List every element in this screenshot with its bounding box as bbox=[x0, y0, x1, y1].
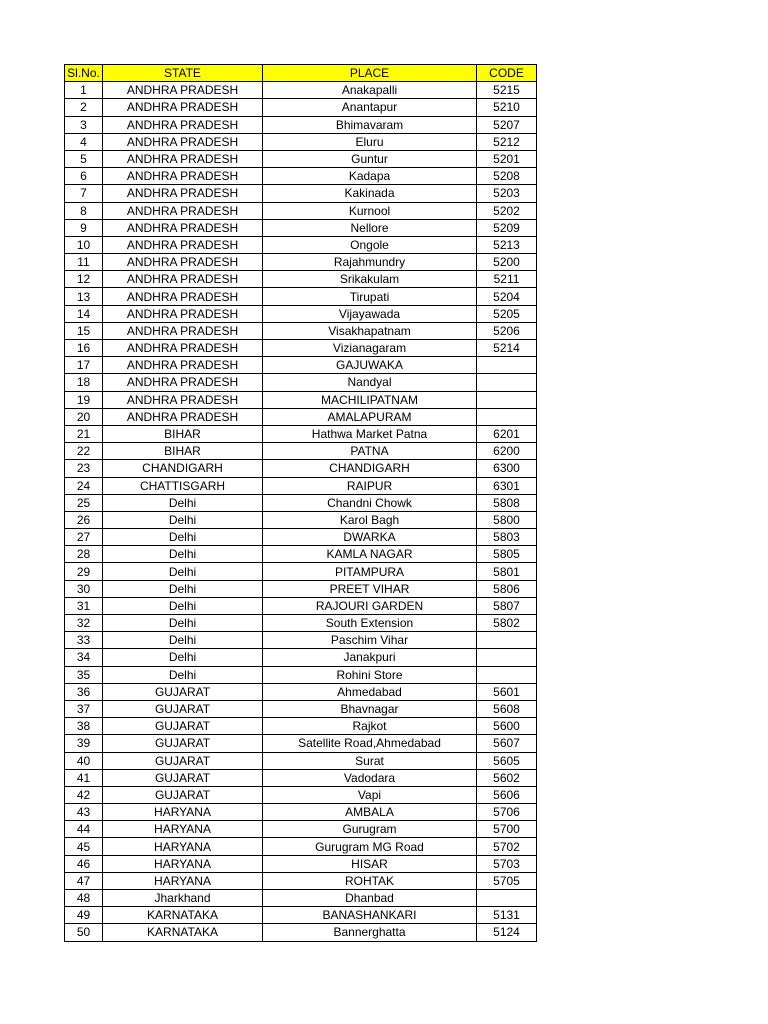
place-cell: HISAR bbox=[263, 855, 477, 872]
state-cell: ANDHRA PRADESH bbox=[103, 185, 263, 202]
sl-no-cell: 3 bbox=[65, 116, 103, 133]
state-cell: ANDHRA PRADESH bbox=[103, 305, 263, 322]
place-cell: Bhavnagar bbox=[263, 700, 477, 717]
table-row bbox=[65, 305, 537, 322]
sl-no-cell: 47 bbox=[65, 872, 103, 889]
state-cell: ANDHRA PRADESH bbox=[103, 219, 263, 236]
state-cell: Jharkhand bbox=[103, 890, 263, 907]
table-row bbox=[65, 443, 537, 460]
place-cell: Vijayawada bbox=[263, 305, 477, 322]
code-cell: 5606 bbox=[477, 786, 537, 803]
code-cell: 5206 bbox=[477, 322, 537, 339]
code-cell: 5805 bbox=[477, 546, 537, 563]
table-row bbox=[65, 563, 537, 580]
place-cell: PREET VIHAR bbox=[263, 580, 477, 597]
sl-no-cell: 41 bbox=[65, 769, 103, 786]
place-cell: Gurugram bbox=[263, 821, 477, 838]
state-cell: GUJARAT bbox=[103, 735, 263, 752]
sl-no-cell: 22 bbox=[65, 443, 103, 460]
place-cell: BANASHANKARI bbox=[263, 907, 477, 924]
table-row bbox=[65, 460, 537, 477]
code-cell: 5209 bbox=[477, 219, 537, 236]
place-cell: AMALAPURAM bbox=[263, 408, 477, 425]
code-cell bbox=[477, 408, 537, 425]
table-row bbox=[65, 683, 537, 700]
sl-no-cell: 46 bbox=[65, 855, 103, 872]
table-row bbox=[65, 425, 537, 442]
header-state: STATE bbox=[103, 65, 263, 82]
table-row bbox=[65, 116, 537, 133]
table-row bbox=[65, 82, 537, 99]
code-cell bbox=[477, 666, 537, 683]
code-cell: 5131 bbox=[477, 907, 537, 924]
table-row bbox=[65, 99, 537, 116]
table-row bbox=[65, 718, 537, 735]
header-code: CODE bbox=[477, 65, 537, 82]
state-cell: CHANDIGARH bbox=[103, 460, 263, 477]
state-cell: ANDHRA PRADESH bbox=[103, 357, 263, 374]
code-cell: 5607 bbox=[477, 735, 537, 752]
table-row bbox=[65, 391, 537, 408]
table-row bbox=[65, 271, 537, 288]
sl-no-cell: 5 bbox=[65, 150, 103, 167]
sl-no-cell: 28 bbox=[65, 546, 103, 563]
place-cell: Vadodara bbox=[263, 769, 477, 786]
table-row bbox=[65, 872, 537, 889]
place-cell: RAIPUR bbox=[263, 477, 477, 494]
place-cell: Anantapur bbox=[263, 99, 477, 116]
state-cell: GUJARAT bbox=[103, 683, 263, 700]
table-row bbox=[65, 185, 537, 202]
sl-no-cell: 48 bbox=[65, 890, 103, 907]
place-cell: Bhimavaram bbox=[263, 116, 477, 133]
code-cell: 5207 bbox=[477, 116, 537, 133]
code-cell bbox=[477, 391, 537, 408]
state-cell: Delhi bbox=[103, 632, 263, 649]
code-cell: 5702 bbox=[477, 838, 537, 855]
sl-no-cell: 39 bbox=[65, 735, 103, 752]
code-cell: 5700 bbox=[477, 821, 537, 838]
code-cell: 5210 bbox=[477, 99, 537, 116]
table-row bbox=[65, 786, 537, 803]
header-place: PLACE bbox=[263, 65, 477, 82]
code-cell: 5204 bbox=[477, 288, 537, 305]
code-cell: 5706 bbox=[477, 804, 537, 821]
sl-no-cell: 42 bbox=[65, 786, 103, 803]
state-cell: Delhi bbox=[103, 563, 263, 580]
place-cell: PITAMPURA bbox=[263, 563, 477, 580]
sl-no-cell: 15 bbox=[65, 322, 103, 339]
state-cell: GUJARAT bbox=[103, 752, 263, 769]
sl-no-cell: 38 bbox=[65, 718, 103, 735]
state-cell: CHATTISGARH bbox=[103, 477, 263, 494]
store-code-table bbox=[64, 64, 537, 942]
place-cell: Rohini Store bbox=[263, 666, 477, 683]
table-row bbox=[65, 219, 537, 236]
sl-no-cell: 25 bbox=[65, 494, 103, 511]
code-cell: 5800 bbox=[477, 511, 537, 528]
state-cell: ANDHRA PRADESH bbox=[103, 150, 263, 167]
sl-no-cell: 11 bbox=[65, 254, 103, 271]
code-cell: 5213 bbox=[477, 236, 537, 253]
code-cell bbox=[477, 374, 537, 391]
table-row bbox=[65, 804, 537, 821]
place-cell: Guntur bbox=[263, 150, 477, 167]
code-cell: 5803 bbox=[477, 529, 537, 546]
sl-no-cell: 40 bbox=[65, 752, 103, 769]
code-cell: 5600 bbox=[477, 718, 537, 735]
place-cell: Satellite Road,Ahmedabad bbox=[263, 735, 477, 752]
table-row bbox=[65, 838, 537, 855]
code-cell: 5801 bbox=[477, 563, 537, 580]
place-cell: DWARKA bbox=[263, 529, 477, 546]
place-cell: Kurnool bbox=[263, 202, 477, 219]
code-cell: 5215 bbox=[477, 82, 537, 99]
state-cell: ANDHRA PRADESH bbox=[103, 391, 263, 408]
code-cell: 5602 bbox=[477, 769, 537, 786]
sl-no-cell: 10 bbox=[65, 236, 103, 253]
sl-no-cell: 50 bbox=[65, 924, 103, 941]
sl-no-cell: 2 bbox=[65, 99, 103, 116]
code-cell: 5807 bbox=[477, 597, 537, 614]
state-cell: ANDHRA PRADESH bbox=[103, 116, 263, 133]
place-cell: Karol Bagh bbox=[263, 511, 477, 528]
place-cell: Tirupati bbox=[263, 288, 477, 305]
sl-no-cell: 43 bbox=[65, 804, 103, 821]
state-cell: Delhi bbox=[103, 529, 263, 546]
sl-no-cell: 33 bbox=[65, 632, 103, 649]
state-cell: Delhi bbox=[103, 649, 263, 666]
code-cell bbox=[477, 632, 537, 649]
table-row bbox=[65, 615, 537, 632]
place-cell: Kakinada bbox=[263, 185, 477, 202]
code-cell: 5605 bbox=[477, 752, 537, 769]
header-sl-no: Sl.No. bbox=[65, 65, 103, 82]
state-cell: ANDHRA PRADESH bbox=[103, 133, 263, 150]
state-cell: HARYANA bbox=[103, 821, 263, 838]
table-row bbox=[65, 769, 537, 786]
table-row bbox=[65, 855, 537, 872]
place-cell: South Extension bbox=[263, 615, 477, 632]
code-cell bbox=[477, 357, 537, 374]
table-row bbox=[65, 821, 537, 838]
place-cell: Chandni Chowk bbox=[263, 494, 477, 511]
table-row bbox=[65, 597, 537, 614]
state-cell: ANDHRA PRADESH bbox=[103, 288, 263, 305]
table-row bbox=[65, 735, 537, 752]
sl-no-cell: 12 bbox=[65, 271, 103, 288]
place-cell: AMBALA bbox=[263, 804, 477, 821]
sl-no-cell: 45 bbox=[65, 838, 103, 855]
code-cell: 6200 bbox=[477, 443, 537, 460]
place-cell: PATNA bbox=[263, 443, 477, 460]
table-row bbox=[65, 632, 537, 649]
code-cell: 5212 bbox=[477, 133, 537, 150]
sl-no-cell: 19 bbox=[65, 391, 103, 408]
place-cell: Rajkot bbox=[263, 718, 477, 735]
sl-no-cell: 32 bbox=[65, 615, 103, 632]
place-cell: Paschim Vihar bbox=[263, 632, 477, 649]
place-cell: MACHILIPATNAM bbox=[263, 391, 477, 408]
state-cell: GUJARAT bbox=[103, 786, 263, 803]
code-cell: 5608 bbox=[477, 700, 537, 717]
state-cell: Delhi bbox=[103, 597, 263, 614]
state-cell: BIHAR bbox=[103, 425, 263, 442]
place-cell: Nellore bbox=[263, 219, 477, 236]
sl-no-cell: 4 bbox=[65, 133, 103, 150]
sl-no-cell: 20 bbox=[65, 408, 103, 425]
place-cell: Eluru bbox=[263, 133, 477, 150]
table-row bbox=[65, 580, 537, 597]
state-cell: ANDHRA PRADESH bbox=[103, 99, 263, 116]
place-cell: Hathwa Market Patna bbox=[263, 425, 477, 442]
state-cell: Delhi bbox=[103, 615, 263, 632]
state-cell: ANDHRA PRADESH bbox=[103, 202, 263, 219]
sl-no-cell: 6 bbox=[65, 168, 103, 185]
state-cell: ANDHRA PRADESH bbox=[103, 340, 263, 357]
code-cell: 5201 bbox=[477, 150, 537, 167]
place-cell: Gurugram MG Road bbox=[263, 838, 477, 855]
state-cell: GUJARAT bbox=[103, 769, 263, 786]
table-row bbox=[65, 202, 537, 219]
state-cell: ANDHRA PRADESH bbox=[103, 271, 263, 288]
code-cell: 5802 bbox=[477, 615, 537, 632]
place-cell: Kadapa bbox=[263, 168, 477, 185]
place-cell: Surat bbox=[263, 752, 477, 769]
sl-no-cell: 7 bbox=[65, 185, 103, 202]
code-cell: 5202 bbox=[477, 202, 537, 219]
code-cell bbox=[477, 649, 537, 666]
table-row bbox=[65, 340, 537, 357]
place-cell: GAJUWAKA bbox=[263, 357, 477, 374]
sl-no-cell: 17 bbox=[65, 357, 103, 374]
code-cell: 6301 bbox=[477, 477, 537, 494]
table-row bbox=[65, 133, 537, 150]
place-cell: CHANDIGARH bbox=[263, 460, 477, 477]
sl-no-cell: 34 bbox=[65, 649, 103, 666]
sl-no-cell: 49 bbox=[65, 907, 103, 924]
code-cell: 5705 bbox=[477, 872, 537, 889]
state-cell: Delhi bbox=[103, 666, 263, 683]
place-cell: Rajahmundry bbox=[263, 254, 477, 271]
sl-no-cell: 44 bbox=[65, 821, 103, 838]
code-cell: 5211 bbox=[477, 271, 537, 288]
sl-no-cell: 37 bbox=[65, 700, 103, 717]
state-cell: ANDHRA PRADESH bbox=[103, 322, 263, 339]
table-row bbox=[65, 477, 537, 494]
code-cell: 5601 bbox=[477, 683, 537, 700]
place-cell: Janakpuri bbox=[263, 649, 477, 666]
code-cell: 5208 bbox=[477, 168, 537, 185]
code-cell: 5808 bbox=[477, 494, 537, 511]
table-row bbox=[65, 924, 537, 941]
table-row bbox=[65, 529, 537, 546]
sl-no-cell: 1 bbox=[65, 82, 103, 99]
sl-no-cell: 29 bbox=[65, 563, 103, 580]
state-cell: KARNATAKA bbox=[103, 907, 263, 924]
state-cell: BIHAR bbox=[103, 443, 263, 460]
place-cell: Visakhapatnam bbox=[263, 322, 477, 339]
table-row bbox=[65, 546, 537, 563]
state-cell: HARYANA bbox=[103, 838, 263, 855]
code-cell: 5200 bbox=[477, 254, 537, 271]
place-cell: Nandyal bbox=[263, 374, 477, 391]
place-cell: Dhanbad bbox=[263, 890, 477, 907]
table-row bbox=[65, 168, 537, 185]
state-cell: ANDHRA PRADESH bbox=[103, 374, 263, 391]
code-cell: 5124 bbox=[477, 924, 537, 941]
state-cell: Delhi bbox=[103, 580, 263, 597]
state-cell: Delhi bbox=[103, 511, 263, 528]
code-cell bbox=[477, 890, 537, 907]
code-cell: 5203 bbox=[477, 185, 537, 202]
sl-no-cell: 21 bbox=[65, 425, 103, 442]
code-cell: 5806 bbox=[477, 580, 537, 597]
place-cell: Bannerghatta bbox=[263, 924, 477, 941]
place-cell: Anakapalli bbox=[263, 82, 477, 99]
state-cell: ANDHRA PRADESH bbox=[103, 168, 263, 185]
table-row bbox=[65, 907, 537, 924]
sl-no-cell: 26 bbox=[65, 511, 103, 528]
table-row bbox=[65, 511, 537, 528]
code-cell: 6201 bbox=[477, 425, 537, 442]
table-row bbox=[65, 374, 537, 391]
code-cell: 5703 bbox=[477, 855, 537, 872]
table-row bbox=[65, 700, 537, 717]
code-cell: 5214 bbox=[477, 340, 537, 357]
sl-no-cell: 31 bbox=[65, 597, 103, 614]
sl-no-cell: 9 bbox=[65, 219, 103, 236]
place-cell: ROHTAK bbox=[263, 872, 477, 889]
table-row bbox=[65, 494, 537, 511]
sl-no-cell: 24 bbox=[65, 477, 103, 494]
code-cell: 5205 bbox=[477, 305, 537, 322]
state-cell: ANDHRA PRADESH bbox=[103, 254, 263, 271]
code-cell: 6300 bbox=[477, 460, 537, 477]
state-cell: GUJARAT bbox=[103, 718, 263, 735]
state-cell: GUJARAT bbox=[103, 700, 263, 717]
state-cell: HARYANA bbox=[103, 872, 263, 889]
state-cell: ANDHRA PRADESH bbox=[103, 82, 263, 99]
sl-no-cell: 8 bbox=[65, 202, 103, 219]
state-cell: ANDHRA PRADESH bbox=[103, 408, 263, 425]
sl-no-cell: 35 bbox=[65, 666, 103, 683]
sl-no-cell: 16 bbox=[65, 340, 103, 357]
sl-no-cell: 18 bbox=[65, 374, 103, 391]
table-row bbox=[65, 666, 537, 683]
table-row bbox=[65, 649, 537, 666]
table-row bbox=[65, 288, 537, 305]
state-cell: KARNATAKA bbox=[103, 924, 263, 941]
state-cell: ANDHRA PRADESH bbox=[103, 236, 263, 253]
place-cell: RAJOURI GARDEN bbox=[263, 597, 477, 614]
header-row bbox=[65, 65, 537, 82]
place-cell: Vizianagaram bbox=[263, 340, 477, 357]
table-row bbox=[65, 322, 537, 339]
sl-no-cell: 36 bbox=[65, 683, 103, 700]
table-row bbox=[65, 150, 537, 167]
place-cell: Ahmedabad bbox=[263, 683, 477, 700]
table-row bbox=[65, 357, 537, 374]
sl-no-cell: 14 bbox=[65, 305, 103, 322]
place-cell: KAMLA NAGAR bbox=[263, 546, 477, 563]
state-cell: HARYANA bbox=[103, 804, 263, 821]
sl-no-cell: 27 bbox=[65, 529, 103, 546]
table-row bbox=[65, 752, 537, 769]
state-cell: HARYANA bbox=[103, 855, 263, 872]
place-cell: Vapi bbox=[263, 786, 477, 803]
sl-no-cell: 13 bbox=[65, 288, 103, 305]
table-row bbox=[65, 236, 537, 253]
state-cell: Delhi bbox=[103, 546, 263, 563]
place-cell: Ongole bbox=[263, 236, 477, 253]
table-row bbox=[65, 408, 537, 425]
table-row bbox=[65, 254, 537, 271]
state-cell: Delhi bbox=[103, 494, 263, 511]
table-row bbox=[65, 890, 537, 907]
place-cell: Srikakulam bbox=[263, 271, 477, 288]
sl-no-cell: 23 bbox=[65, 460, 103, 477]
sl-no-cell: 30 bbox=[65, 580, 103, 597]
